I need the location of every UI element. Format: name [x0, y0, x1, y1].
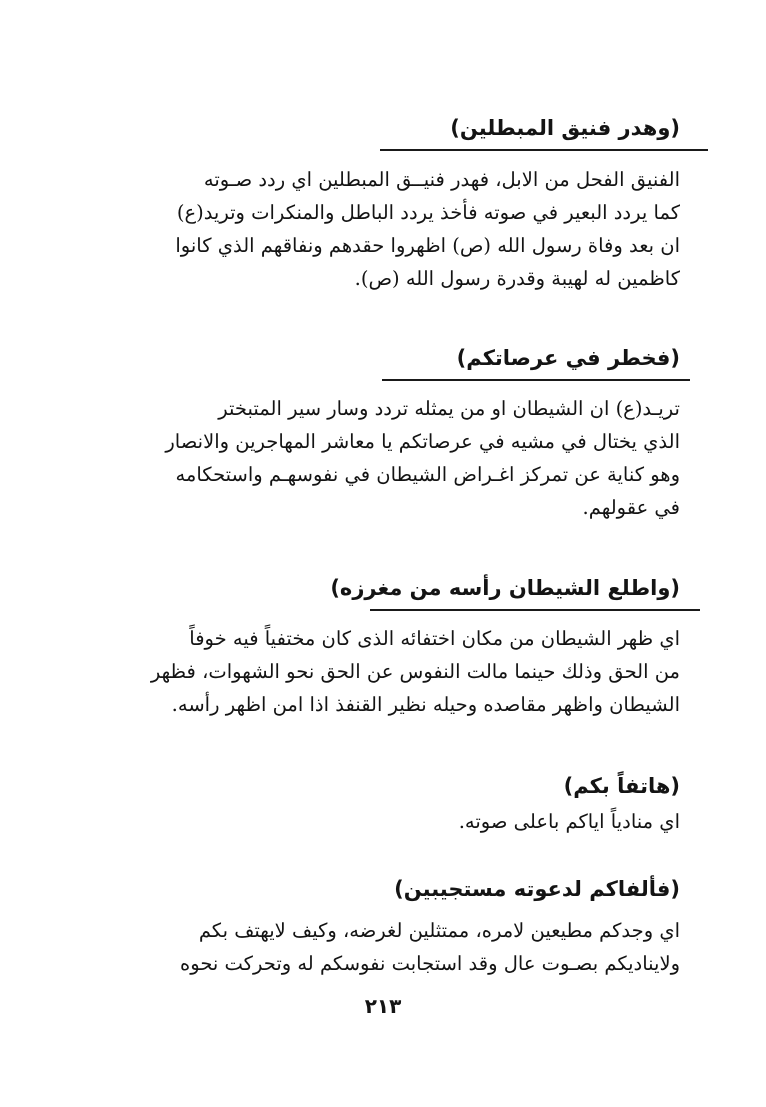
paragraph-line: من الحق وذلك حينما مالت النفوس عن الحق نحو الشهوات، فظهر	[150, 660, 680, 683]
paragraph-line: الفنيق الفحل من الابل، فهدر فنيــق المبطلين اي ردد صـوته	[203, 168, 680, 191]
section-paragraph-2	[128, 392, 680, 524]
section-paragraph-5	[128, 914, 680, 980]
section-paragraph-4	[128, 805, 680, 838]
paragraph-line: الشيطان واظهر مقاصده وحيله نظير القنفذ اذا امن اظهر رأسه.	[171, 693, 680, 716]
paragraph-line: في عقولهم.	[582, 496, 680, 519]
paragraph-line: تريـد(ع) ان الشيطان او من يمثله تردد وسار سير المتبختر	[218, 397, 680, 420]
heading-underline-1	[380, 149, 708, 151]
paragraph-line: ان بعد وفاة رسول الله (ص) اظهروا حقدهم ونفاقهم الذي كانوا	[175, 234, 680, 257]
section-heading-5: (فألفاكم لدعوته مستجيبين)	[394, 877, 680, 901]
section-heading-2: (فخطر في عرصاتكم)	[456, 346, 680, 370]
paragraph-line: الذي يختال في مشيه في عرصاتكم يا معاشر المهاجرين والانصار	[165, 430, 680, 453]
section-heading-4: (هاتفاً بكم)	[563, 774, 680, 798]
paragraph-line: اي ظهر الشيطان من مكان اختفائه الذى كان مختفياً فيه خوفاً	[189, 627, 680, 650]
section-heading-3: (واطلع الشيطان رأسه من مغرزه)	[330, 576, 680, 600]
paragraph-line: ولايناديكم بصـوت عال وقد استجابت نفوسكم له وتحركت نحوه	[180, 952, 680, 975]
page-number: ٢١٣	[364, 994, 402, 1018]
heading-underline-3	[370, 609, 700, 611]
paragraph-line: كاظمين له لهيبة وقدرة رسول الله (ص).	[354, 267, 680, 290]
heading-underline-2	[382, 379, 690, 381]
paragraph-line: وهو كناية عن تمركز اغـراض الشيطان في نفوسهـم واستحكامه	[175, 463, 680, 486]
paragraph-line: اي وجدكم مطيعين لامره، ممتثلين لغرضه، وكيف لايهتف بكم	[198, 919, 680, 942]
section-paragraph-1	[128, 163, 680, 295]
section-paragraph-3	[128, 622, 680, 721]
paragraph-line: اي منادياً اياكم باعلى صوته.	[458, 810, 680, 833]
section-heading-1: (وهدر فنيق المبطلين)	[450, 116, 680, 140]
paragraph-line: كما يردد البعير في صوته فأخذ يردد الباطل والمنكرات وتريد(ع)	[176, 201, 680, 224]
